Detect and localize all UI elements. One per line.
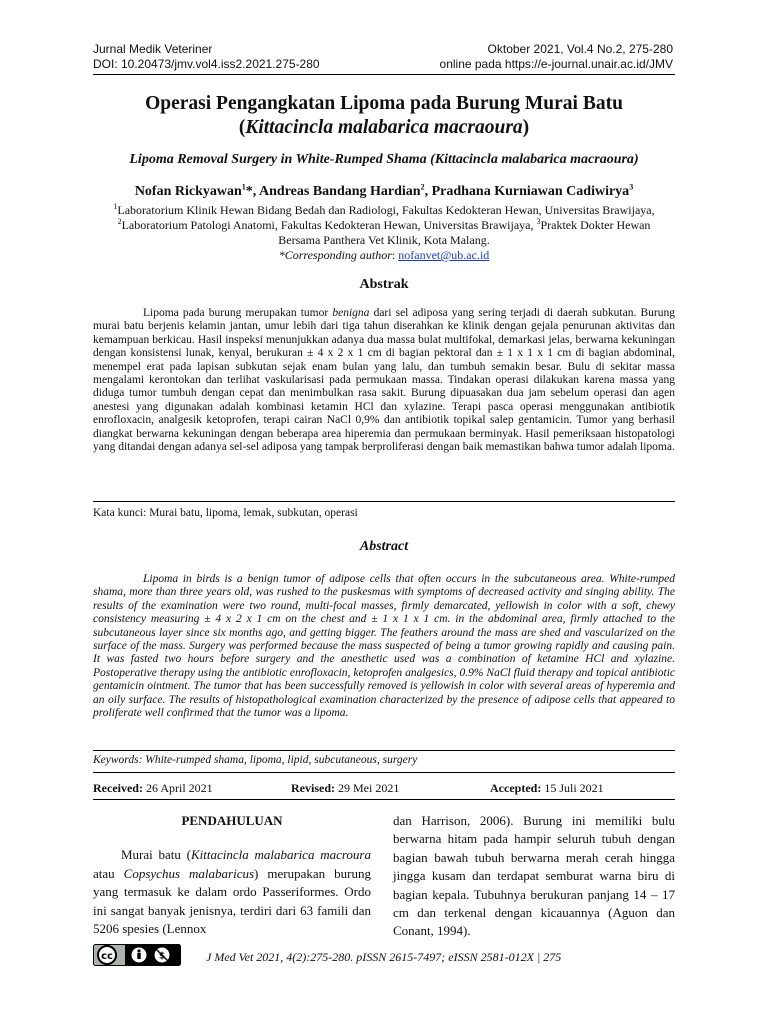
online-link[interactable]: online pada https://e-journal.unair.ac.id/JMV xyxy=(439,57,673,71)
keywords: Keywords: White-rumped shama, lipoma, lipid, subcutaneous, surgery xyxy=(93,754,418,766)
title-line-1: Operasi Pengangkatan Lipoma pada Burung Murai Batu xyxy=(145,93,623,114)
creative-commons-icon[interactable] xyxy=(93,944,181,966)
svg-text:$: $ xyxy=(158,951,166,962)
abstract-body: Lipoma in birds is a benign tumor of adipose cells that often occurs in the subcutaneous area. White-rumped shama, more than three years old, was rushed to the puskesmas with symptoms of decreased activity and singing ability. The results of the examination were two round, multi-focal masses, firmly demarcated, yellowish in color with a soft, chewy consistency measuring ± 4 x 2 x 1 cm on the chest and ± 1 x 1 x 1 cm. in the abdominal area, firmly attached to the subcutaneous layer since six months ago, and getting bigger. The feathers around the mass are shed and vascularized on the surface of the mass. Surgery was performed because the mass suspected of being a tumor growing rapidly and causing pain. It was fasted two hours before surgery and the anesthetic used was a combination of ketamine HCl and xylazine. Postoperative therapy using the antibiotic enrofloxacin, ketoprofen analgesics, 0.9% NaCl fluid therapy and topical antibiotic gentamicin ointment. The tumor that has been successfully removed is yellowish in color with several areas of hyperemia and an oily surface. The results of histopathological examination characterized by the presence of adipose cells that appeared to proliferate well confirmed that the tumor was a lipoma. xyxy=(93,573,675,720)
journal-name: Jurnal Medik Veteriner xyxy=(93,42,213,56)
issue-info: Oktober 2021, Vol.4 No.2, 275-280 xyxy=(487,42,673,56)
corresponding-author: *Corresponding author: nofanvet@ub.ac.id xyxy=(278,248,490,262)
received-date: Received: 26 April 2021 xyxy=(93,781,213,795)
paper-subtitle: Lipoma Removal Surgery in White-Rumped Shama (Kittacincla malabarica macraoura) xyxy=(129,152,639,167)
corresponding-email-link[interactable]: nofanvet@ub.ac.id xyxy=(398,248,490,262)
abstrak-heading: Abstrak xyxy=(359,277,409,292)
intro-paragraph-continued: dan Harrison, 2006). Burung ini memiliki bulu berwarna hitam pada hampir seluruh tubuh dengan bagian bawah tubuh berwarna merah cerah hingga jingga kusam dan terdapat semburat warna biru di bagian kepala. Tubuhnya berukuran panjang 14 – 17 cm dan terkenal dengan kicauannya (Aguon dan Conant, 1994). xyxy=(393,813,675,939)
accepted-date: Accepted: 15 Juli 2021 xyxy=(490,781,604,795)
intro-paragraph: Murai batu (Kittacincla malabarica macroura atau Copsychus malabaricus) merupakan burung yang termasuk ke dalam ordo Passeriformes. Ordo ini sangat banyak jenisnya, terdiri dari 63 famili dan 5206 spesies (Lennox xyxy=(93,847,371,937)
footer-citation: J Med Vet 2021, 4(2):275-280. pISSN 2615-7497; eISSN 2581-012X | 275 xyxy=(206,950,562,964)
header-divider xyxy=(93,74,675,75)
svg-text:cc: cc xyxy=(101,951,113,962)
abstrak-divider xyxy=(93,501,675,502)
body-column-left xyxy=(93,812,371,938)
section-heading-pendahuluan: PENDAHULUAN xyxy=(181,813,283,828)
author-1: Nofan Rickyawan xyxy=(134,184,242,199)
author-2: Andreas Bandang Hardian xyxy=(259,184,421,199)
abstract-heading: Abstract xyxy=(359,539,409,554)
author-list: Nofan Rickyawan$^1$*, Andreas Bandang Hardian$^2$, Pradhana Kurniawan Cadiwirya$^3$ xyxy=(134,182,634,199)
paper-title xyxy=(93,92,675,140)
running-header-right xyxy=(440,42,673,72)
affiliations xyxy=(93,203,675,263)
affiliation-3: Bersama Panthera Vet Klinik, Kota Malang. xyxy=(278,233,490,247)
kata-kunci: Kata kunci: Murai batu, lipoma, lemak, subkutan, operasi xyxy=(93,507,358,519)
revised-date: Revised: 29 Mei 2021 xyxy=(291,781,400,795)
abstrak-body: Lipoma pada burung merupakan tumor benigna dari sel adiposa yang sering terjadi di daerah subkutan. Burung murai batu berjenis kelamin jantan, umur lebih dari tiga tahun diserahkan ke klinik dengan gejala penurunan aktivitas dan kemampuan berkicau. Hasil inspeksi menunjukkan adanya dua massa bulat multifokal, demarkasi jelas, berwarna kekuningan dengan konsistensi lunak, kenyal, berukuran ± 4 x 2 x 1 cm di bagian pektoral dan ± 1 x 1 x 1 cm di bagian abdominal, menempel erat pada lapisan subkutan sejak enam bulan yang lalu, dan tumbuh semakin besar. Bulu di sekitar massa mengalami kerontokan dan terlihat vaskularisasi pada permukaan massa. Tindakan operasi dilakukan karena massa yang diduga tumor tumbuh dengan cepat dan menimbulkan rasa sakit. Burung dipuasakan dua jam sebelum operasi dan agen anestesi yang digunakan adalah kombinasi ketamin HCl dan xylazine. Terapi pasca operasi menggunakan antibiotik enrofloxacin, analgesik ketoprofen, terapi cairan NaCl 0,9% dan antibiotik topikal salep gentamicin. Tumor yang berhasil diangkat berwarna kekuningan dengan beberapa area hiperemia dan permukaan berminyak. Hasil pemeriksaan histopatologi yang ditandai dengan adanya sel-sel adiposa yang tampak berproliferasi dengan baik memastikan bahwa tumor adalah lipoma. xyxy=(93,307,675,454)
dates-top-divider xyxy=(93,772,675,773)
doi[interactable]: DOI: 10.20473/jmv.vol4.iss2.2021.275-280 xyxy=(93,57,320,71)
author-3: Pradhana Kurniawan Cadiwirya xyxy=(431,184,630,199)
dates-bottom-divider xyxy=(93,799,675,800)
running-header-left xyxy=(93,42,320,72)
abstract-divider xyxy=(93,750,675,751)
body-column-right xyxy=(393,812,675,941)
title-line-2: (Kittacincla malabarica macraoura) xyxy=(238,117,530,138)
affiliation-2: $^2$Laboratorium Patologi Anatomi, Fakultas Kedokteran Hewan, Universitas Brawijaya, $^3$Praktek Dokter Hewan xyxy=(117,217,651,232)
affiliation-1: $^1$Laboratorium Klinik Hewan Bidang Bedah dan Radiologi, Fakultas Kedokteran Hewan, Universitas Brawijaya, xyxy=(113,202,655,217)
